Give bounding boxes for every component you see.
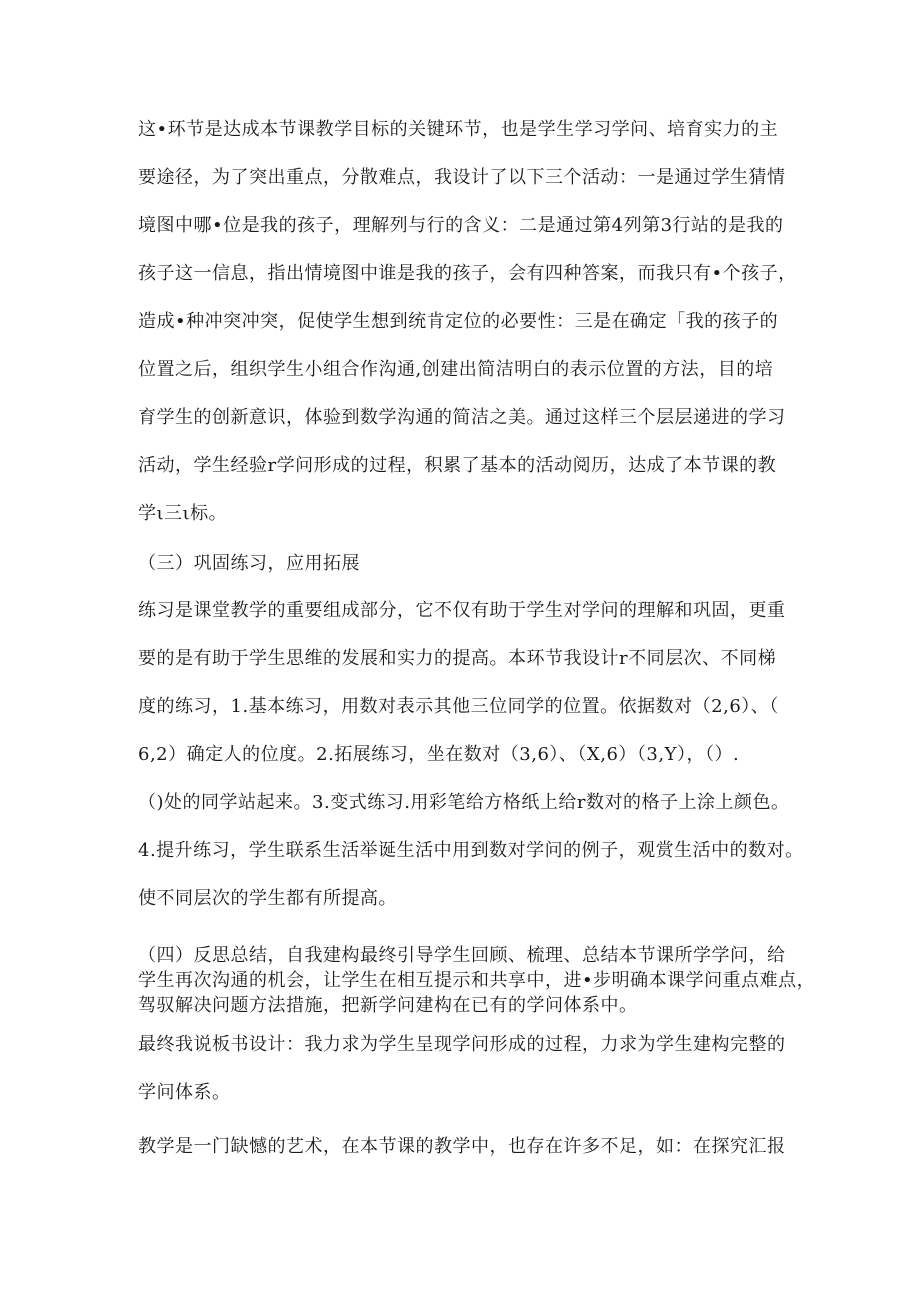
text-line: 造成•种冲突冲突，促使学生想到统肯定位的必要性：三是在确定「我的孩子的 xyxy=(138,311,779,332)
text-line: 最终我说板书设计：我力求为学生呈现学问形成的过程，力求为学生建构完整的 xyxy=(138,1034,786,1055)
text-line: 4.提升练习，学生联系生活举诞生活中用到数对学问的例子，观赏生活中的数对。 xyxy=(138,840,804,861)
text-line: 活动，学生经验r学问形成的过程，积累了基本的活动阅历，达成了本节课的教 xyxy=(138,455,777,476)
text-line: 6,2）确定人的位度。2.拓展练习，坐在数对（3,6）、（X,6）（3,Y），（）. xyxy=(138,744,740,765)
paragraph-shortcomings xyxy=(138,1135,788,1183)
text-line: 要的是有助于学生思维的发展和实力的提高。本环节我设计r不同层次、不同梯 xyxy=(138,648,777,669)
paragraph-reflection xyxy=(138,943,816,1018)
text-line: 教学是一门缺憾的艺术，在本节课的教学中，也存在许多不足，如：在探究汇报 xyxy=(138,1136,786,1157)
text-line: 境图中哪•位是我的孩子，理解列与行的含义：二是通过第4列第3行站的是我的 xyxy=(138,215,784,236)
text-line: 位置之后，组织学生小组合作沟通,创建出简洁明白的表示位置的方法，目的培 xyxy=(138,359,774,380)
text-line: 使不同层次的学生都有所提高。 xyxy=(138,888,397,909)
text-line: 孩子这一信息，指出情境图中谁是我的孩子，会有四种答案，而我只有•个孩子， xyxy=(138,263,797,284)
text-line: 学问体系。 xyxy=(138,1082,231,1103)
text-line: 育学生的创新意识，体验到数学沟通的简洁之美。通过这样三个层层递进的学习 xyxy=(138,407,786,428)
paragraph-activities xyxy=(138,118,797,550)
section-heading-3 xyxy=(138,552,788,576)
text-line: 学ι三ι标。 xyxy=(138,503,228,524)
text-line: 练习是课堂教学的重要组成部分，它不仅有助于学生对学问的理解和巩固，更重 xyxy=(138,600,786,621)
paragraph-exercises xyxy=(138,599,804,935)
text-line: 学生再次沟通的机会，让学生在相互提示和共享中，进•步明确本课学问重点难点， xyxy=(138,970,816,991)
text-line: （)处的同学站起来。3.变式练习.用彩笔给方格纸上给r数对的格子上涂上颜色。 xyxy=(138,792,790,813)
paragraph-blackboard-design xyxy=(138,1033,788,1129)
text-line: 度的练习，1.基本练习，用数对表示其他三位同学的位置。依据数对（2,6）、（ xyxy=(138,696,779,717)
text-line: 驾驭解决问题方法措施，把新学问建构在已有的学问体系中。 xyxy=(138,995,638,1016)
text-line: （四）反思总结，自我建构最终引导学生回顾、梳理、总结本节课所学学问，给 xyxy=(138,945,786,966)
text-line: 这•环节是达成本节课教学目标的关键环节，也是学生学习学问、培育实力的主 xyxy=(138,119,779,140)
section-heading-text: （三）巩固练习，应用拓展 xyxy=(138,553,360,574)
text-line: 要途径，为了突出重点，分散难点，我设计了以下三个活动：一是通过学生猜情 xyxy=(138,167,786,188)
